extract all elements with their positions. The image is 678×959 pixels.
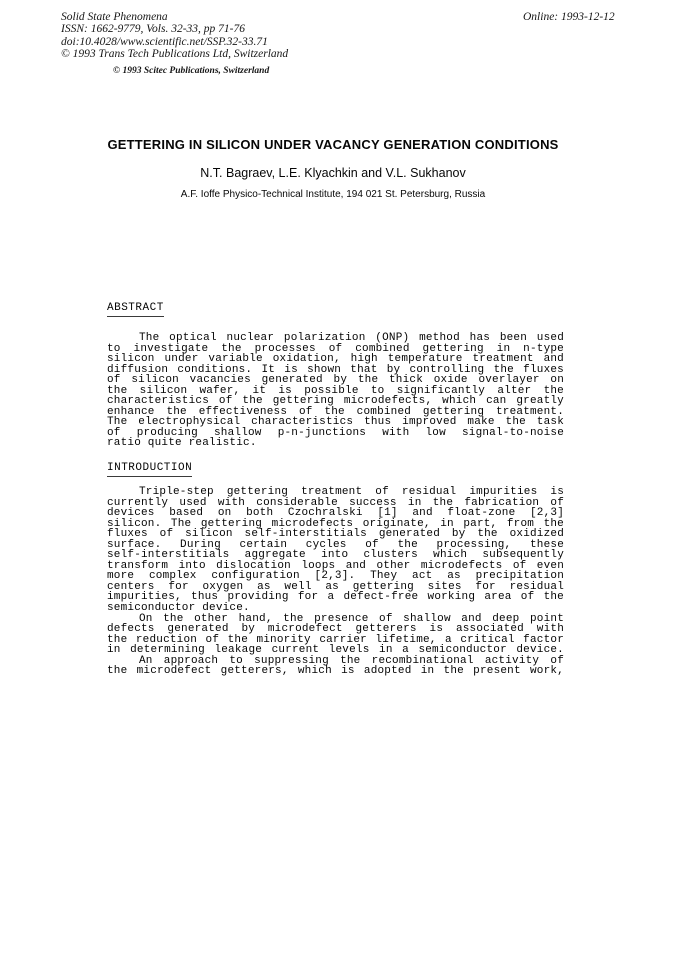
abstract-line: to investigate the processes of combined gettering in n-type xyxy=(107,342,564,355)
body-line: Triple-step gettering treatment of residual impurities is xyxy=(139,486,564,499)
section-heading-introduction xyxy=(107,462,564,474)
abstract-line: diffusion conditions. It is shown that by controlling the fluxes xyxy=(107,363,564,376)
abstract-heading-text: ABSTRACT xyxy=(107,302,164,317)
body-line: centers for oxygen as well as gettering sites for residual xyxy=(107,580,564,593)
abstract-line: The optical nuclear polarization (ONP) method has been used xyxy=(139,332,564,344)
affiliation: A.F. Ioffe Physico-Technical Institute, 194 021 St. Petersburg, Russia xyxy=(180,189,486,200)
introduction-paragraph-3 xyxy=(107,656,564,677)
journal-copyright: © 1993 Trans Tech Publications Ltd, Switzerland xyxy=(61,48,289,61)
journal-info xyxy=(61,11,288,61)
body-line: devices based on both Czochralski [1] and float-zone [2,3] xyxy=(107,507,564,520)
body-line: surface. During certain cycles of the processing, these xyxy=(107,538,564,551)
body-line: fluxes of silicon self-interstitials generated by the oxidized xyxy=(107,528,564,541)
paper-body xyxy=(107,302,564,677)
journal-doi: doi:10.4028/www.scientific.net/SSP.32-33.71 xyxy=(61,35,268,48)
introduction-paragraph-2 xyxy=(107,614,564,656)
abstract-paragraph xyxy=(107,333,564,449)
body-line: defects generated by microdefect getterers is associated with xyxy=(107,623,564,636)
body-line: On the other hand, the presence of shallow and deep point xyxy=(139,612,564,625)
body-line: An approach to suppressing the recombinational activity of xyxy=(139,654,564,667)
abstract-line: characteristics of the gettering microdefects, which can greatly xyxy=(107,395,564,408)
abstract-line: enhance the effectiveness of the combined gettering treatment. xyxy=(107,405,564,418)
abstract-line: of producing shallow p-n-junctions with low signal-to-noise xyxy=(107,426,564,439)
body-line: impurities, thus providing for a defect-free working area of the xyxy=(107,591,564,604)
journal-name: Solid State Phenomena xyxy=(61,11,168,23)
section-heading-abstract xyxy=(107,302,564,314)
paper-title: GETTERING IN SILICON UNDER VACANCY GENERATION CONDITIONS xyxy=(107,137,559,152)
abstract-line: the silicon wafer, it is possible to significantly alter the xyxy=(107,384,564,397)
abstract-line: ratio quite realistic. xyxy=(107,437,257,450)
body-line: silicon. The gettering microdefects originate, in part, from the xyxy=(107,517,564,530)
title-block xyxy=(98,137,568,200)
introduction-paragraph-1 xyxy=(107,487,564,614)
body-line: in determining leakage current levels in a semiconductor device. xyxy=(107,644,564,657)
body-line: semiconductor device. xyxy=(107,602,250,615)
abstract-line: of silicon vacancies generated by the thick oxide overlayer on xyxy=(107,374,564,387)
abstract-line: silicon under variable oxidation, high temperature treatment and xyxy=(107,353,564,366)
body-line: more complex configuration [2,3]. They act as precipitation xyxy=(107,570,564,583)
body-line: the reduction of the minority carrier lifetime, a critical factor xyxy=(107,633,564,646)
body-line: transform into dislocation loops and other microdefects of even xyxy=(107,559,564,572)
abstract-line: The electrophysical characteristics thus improved make the task xyxy=(107,416,564,429)
publisher-imprint: © 1993 Scitec Publications, Switzerland xyxy=(113,66,270,76)
introduction-heading-text: INTRODUCTION xyxy=(107,462,192,477)
authors: N.T. Bagraev, L.E. Klyachkin and V.L. Sukhanov xyxy=(200,166,466,180)
journal-issn: ISSN: 1662-9779, Vols. 32-33, pp 71-76 xyxy=(61,23,245,36)
body-line: currently used with considerable success in the fabrication of xyxy=(107,496,564,509)
online-date: Online: 1993-12-12 xyxy=(523,11,615,23)
body-line: the microdefect getterers, which is adopted in the present work, xyxy=(107,665,564,678)
body-line: self-interstitials aggregate into clusters which subsequently xyxy=(107,549,564,562)
